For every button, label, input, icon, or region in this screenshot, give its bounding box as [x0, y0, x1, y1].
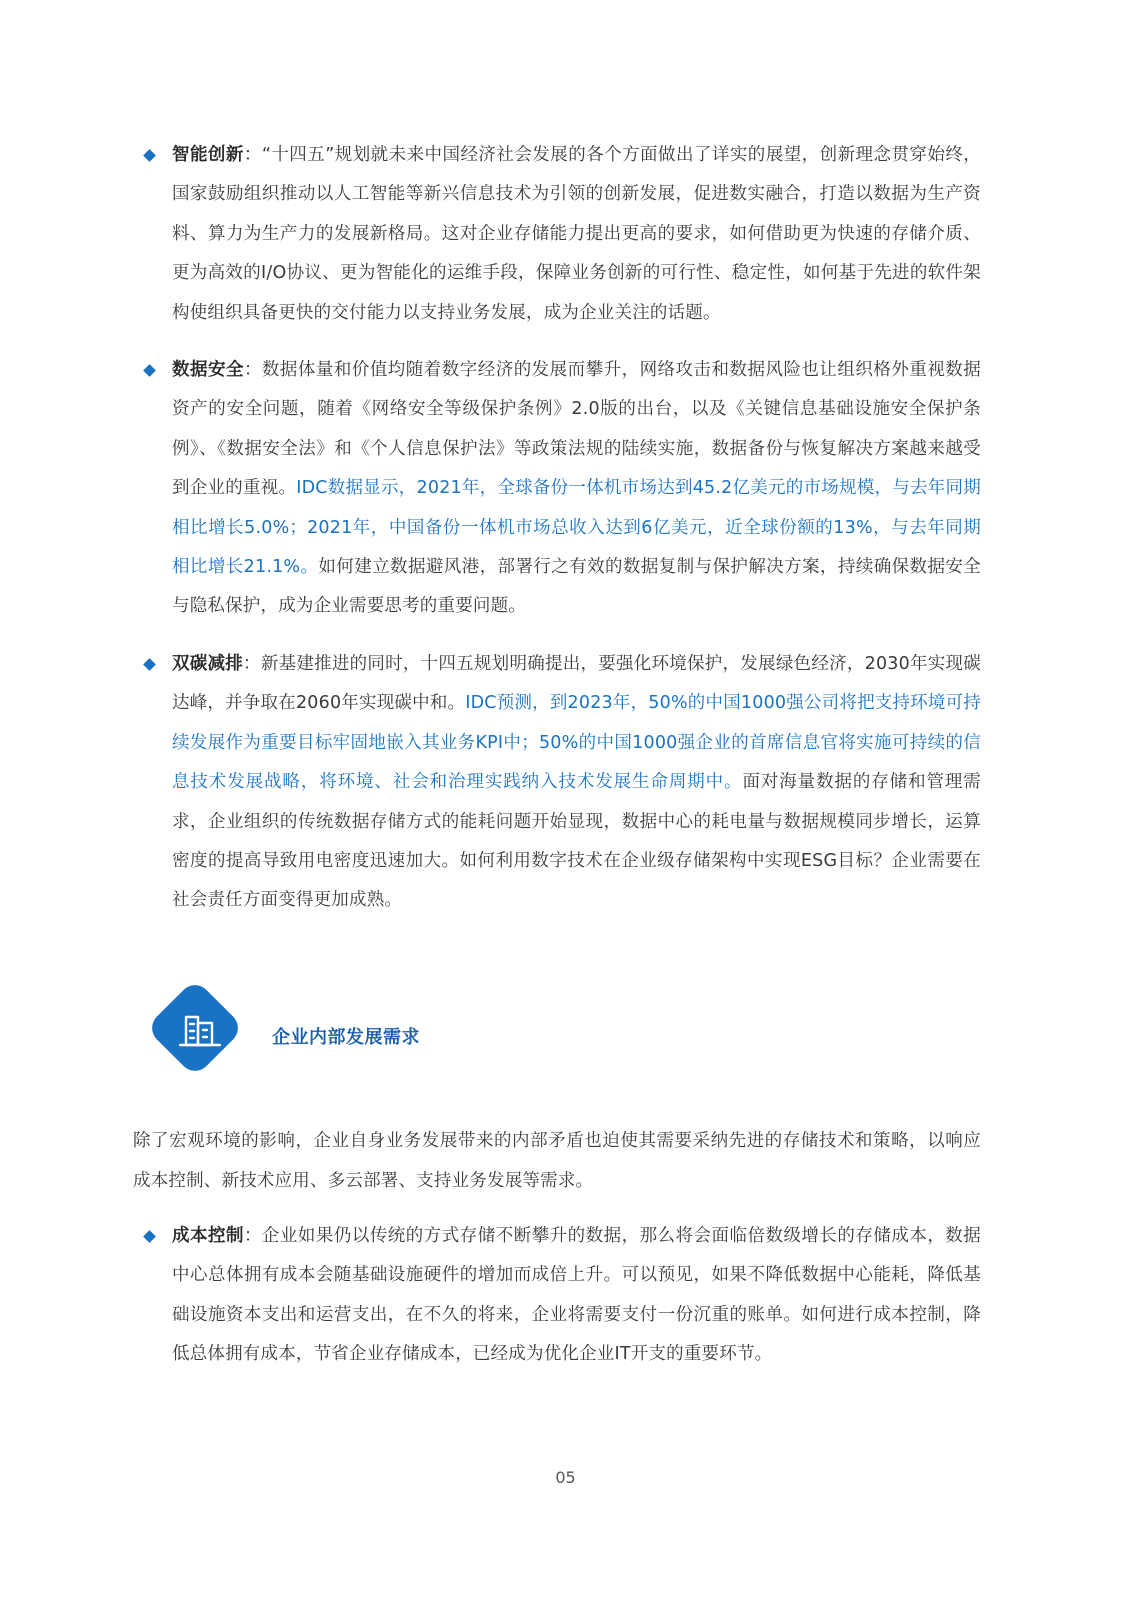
building-icon — [170, 1003, 230, 1063]
bullet-highlight: IDC预测，到2023年，50%的中国1000强公司将把支持环境可持续发展作为重要目标牢固地嵌入其业务KPI中；50%的中国1000强企业的首席信息官将实施可持续的信息技术发展战略，将环境、社会和治理实践纳入技术发展生命周期中。 — [172, 693, 981, 793]
bullet-highlight: IDC数据显示，2021年，全球备份一体机市场达到45.2亿美元的市场规模，与去年同期相比增长5.0%；2021年，中国备份一体机市场总收入达到6亿美元，近全球份额的13%，与去年同期相比增长21.1%。 — [172, 478, 981, 578]
page-number: 05 — [555, 1468, 576, 1487]
bullet-data-security — [145, 351, 981, 627]
bullet-body-after: 面对海量数据的存储和管理需求，企业组织的传统数据存储方式的能耗问题开始显现，数据中心的耗电量与数据规模同步增长，运算密度的提高导致用电密度迅速加大。如何利用数字技术在企业级存储架构中实现ESG目标？企业需要在社会责任方面变得更加成熟。 — [172, 772, 981, 911]
bullet-diamond-icon — [143, 149, 156, 162]
bullet-body: 数据体量和价值均随着数字经济的发展而攀升，网络攻击和数据风险也让组织格外重视数据资产的安全问题，随着《网络安全等级保护条例》2.0版的出台，以及《关键信息基础设施安全保护条例》、《数据安全法》和《个人信息保护法》等政策法规的陆续实施，数据备份与恢复解决方案越来越受到企业的重视。 — [172, 360, 981, 499]
bullet-separator: ： — [243, 654, 261, 674]
bullet-term: 智能创新 — [172, 145, 244, 165]
bullet-term: 数据安全 — [172, 360, 244, 380]
section-intro-paragraph: 除了宏观环境的影响，企业自身业务发展带来的内部矛盾也迫使其需要采纳先进的存储技术和策略，以响应成本控制、新技术应用、多云部署、支持业务发展等需求。 — [133, 1131, 981, 1191]
bullet-term: 双碳减排 — [172, 654, 244, 674]
bullet-smart-innovation — [145, 136, 981, 333]
bullet-term: 成本控制 — [172, 1226, 244, 1246]
bullet-body-after: 如何建立数据避风港，部署行之有效的数据复制与保护解决方案，持续确保数据安全与隐私保护，成为企业需要思考的重要问题。 — [172, 557, 982, 617]
bullet-separator: ： — [243, 1226, 262, 1246]
bullet-separator: ： — [243, 360, 262, 380]
bullet-dual-carbon — [145, 645, 981, 921]
bullet-cost-control — [145, 1217, 981, 1375]
bullet-body: 新基建推进的同时，十四五规划明确提出，要强化环境保护，发展绿色经济，2030年实现碳达峰，并争取在2060年实现碳中和。 — [172, 654, 981, 714]
section-header — [150, 985, 650, 1085]
bullet-paragraph — [172, 136, 981, 333]
bullet-paragraph — [172, 645, 981, 921]
bullet-body: “十四五”规划就未来中国经济社会发展的各个方面做出了详实的展望，创新理念贯穿始终，国家鼓励组织推动以人工智能等新兴信息技术为引领的创新发展，促进数实融合，打造以数据为生产资料、算力为生产力的发展新格局。这对企业存储能力提出更高的要求，如何借助更为快速的存储介质、更为高效的I/O协议、更为智能化的运维手段，保障业务创新的可行性、稳定性，如何基于先进的软件架构使组织具备更快的交付能力以支持业务发展，成为企业关注的话题。 — [172, 145, 981, 323]
bullet-separator: ： — [243, 145, 262, 165]
bullet-diamond-icon — [143, 658, 156, 671]
bullet-diamond-icon — [143, 1230, 156, 1243]
bullet-paragraph — [172, 1217, 981, 1375]
bullet-body: 企业如果仍以传统的方式存储不断攀升的数据，那么将会面临倍数级增长的存储成本，数据中心总体拥有成本会随基础设施硬件的增加而成倍上升。可以预见，如果不降低数据中心能耗，降低基础设施资本支出和运营支出，在不久的将来，企业将需要支付一份沉重的账单。如何进行成本控制，降低总体拥有成本，节省企业存储成本，已经成为优化企业IT开支的重要环节。 — [172, 1226, 981, 1365]
bullet-diamond-icon — [143, 364, 156, 377]
section-title: 企业内部发展需求 — [272, 1027, 420, 1048]
bullet-paragraph — [172, 351, 981, 627]
